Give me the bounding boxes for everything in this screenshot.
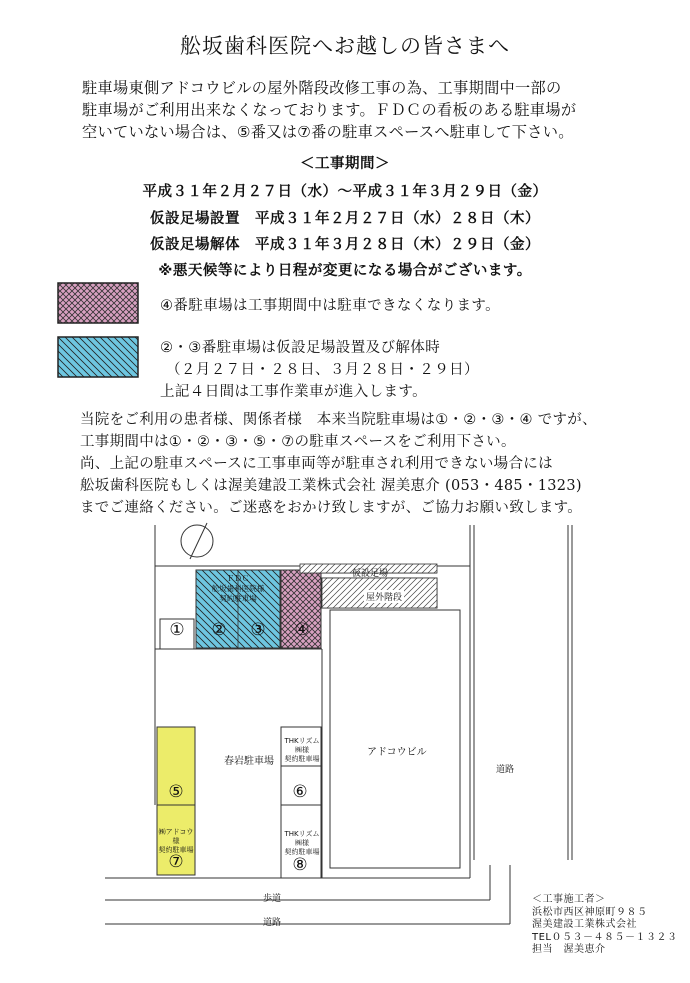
intro-line-3: 空いていない場合は、⑤番又は⑦番の駐車スペースへ駐車して下さい。 <box>82 123 574 141</box>
period-note: ※悪天候等により日程が変更になる場合がございます。 <box>158 263 532 279</box>
body-line-1: 当院をご利用の患者様、関係者様 本来当院駐車場は①・②・③・④ ですが、 <box>80 412 597 428</box>
building-label: アドコウビル <box>367 747 427 758</box>
compass-icon <box>181 525 213 557</box>
spot-6: ⑥ <box>292 782 308 802</box>
spot-5: ⑤ <box>168 782 184 802</box>
fdc-label: ＦＤＣ 舩坂歯科医院様 契約駐車場 <box>211 574 265 603</box>
period-removal: 仮設足場解体 平成３１年３月２８日（木）２９日（金） <box>150 237 540 253</box>
contact-names: 舩坂歯科医院もしくは渥美建設工業株式会社 渥美恵介 <box>80 478 441 494</box>
legend-text-2a: ②・③番駐車場は仮設足場設置及び解体時 <box>160 340 441 356</box>
period-range: 平成３１年２月２７日（水）～平成３１年３月２９日（金） <box>142 184 548 200</box>
period-setup: 仮設足場設置 平成３１年２月２７日（水）２８日（木） <box>150 211 540 227</box>
thk-label-2: THKリズム㈱様 契約駐車場 <box>284 830 320 856</box>
contractor-address: 浜松市西区神原町９８５ <box>532 906 648 918</box>
contact-phone: (053・485・1323) <box>445 478 582 494</box>
haruiwa-label: 春岩駐車場 <box>224 756 274 767</box>
spot-3: ③ <box>250 620 266 640</box>
legend-text-2c: 上記４日間は工事作業車が進入します。 <box>160 384 428 400</box>
compass-needle <box>190 523 207 559</box>
contractor-phone: TEL０５３－４８５－１３２３ <box>532 931 678 943</box>
legend-swatch-pink <box>57 282 139 324</box>
outdoor-stairs-label: 屋外階段 <box>364 590 404 603</box>
contractor-block <box>532 894 678 957</box>
scaffold-label: 仮設足場 <box>352 569 389 579</box>
spot-8: ⑧ <box>292 855 308 875</box>
body-line-5: までご連絡ください。ご迷惑をおかけ致しますが、ご協力お願い致します。 <box>80 500 583 516</box>
body-line-2: 工事期間中は①・②・③・⑤・⑦の駐車スペースをご利用下さい。 <box>80 434 516 450</box>
spot-1: ① <box>169 620 185 640</box>
contractor-company: 渥美建設工業株式会社 <box>532 919 637 930</box>
spot-2: ② <box>211 620 227 640</box>
body-line-3: 尚、上記の駐車スペースに工事車両等が駐車され利用できない場合には <box>80 456 553 472</box>
body-line-4 <box>80 474 582 495</box>
road-right-label: 道路 <box>496 765 515 775</box>
road-bottom-label: 道路 <box>263 918 282 928</box>
thk-label-1: THKリズム㈱様 契約駐車場 <box>284 737 320 763</box>
intro-line-2: 駐車場がご利用出来なくなっております。ＦＤＣの看板のある駐車場が <box>82 101 577 119</box>
period-heading: ＜工事期間＞ <box>300 156 390 172</box>
intro-line-1: 駐車場東側アドコウビルの屋外階段改修工事の為、工事期間中一部の <box>82 79 562 97</box>
page-title: 舩坂歯科医院へお越しの皆さまへ <box>180 34 510 58</box>
legend-text-1: ④番駐車場は工事期間中は駐車できなくなります。 <box>160 298 501 314</box>
contractor-heading: ＜工事施工者＞ <box>532 894 606 905</box>
spot-4: ④ <box>294 620 310 640</box>
adko-label: ㈱アドコウ様 契約駐車場 <box>158 828 194 854</box>
sidewalk-label: 歩道 <box>263 894 282 904</box>
legend-swatch-blue <box>57 336 139 378</box>
contractor-person: 担当 渥美恵介 <box>532 944 606 955</box>
spot-7: ⑦ <box>168 852 184 872</box>
legend-text-2b: （２月２７日・２８日、３月２８日・２９日） <box>166 362 479 378</box>
